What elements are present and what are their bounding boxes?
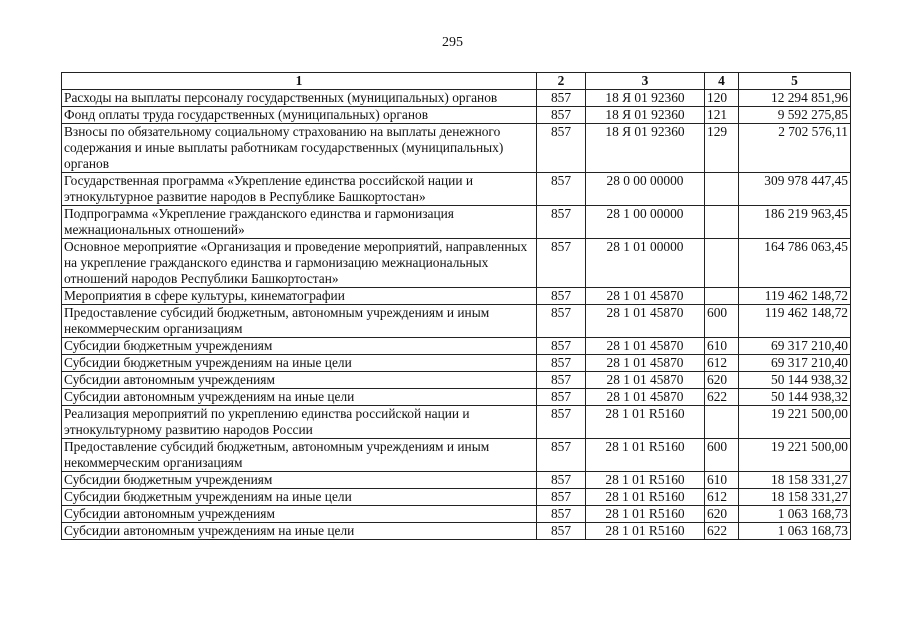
row-name-cell: Основное мероприятие «Организация и проведение мероприятий, направленных на укрепление гражданского единства и гармонизацию межнациональных отношений народов Республики Башкортостан» [62, 239, 537, 288]
row-vr-cell: 612 [705, 355, 739, 372]
row-ved-cell: 857 [537, 288, 586, 305]
row-sum-cell: 9 592 275,85 [739, 107, 851, 124]
row-sum-cell: 309 978 447,45 [739, 173, 851, 206]
row-ved-cell: 857 [537, 489, 586, 506]
row-sum-cell: 18 158 331,27 [739, 489, 851, 506]
row-name-cell: Подпрограмма «Укрепление гражданского единства и гармонизация межнациональных отношений» [62, 206, 537, 239]
row-sum-cell: 119 462 148,72 [739, 288, 851, 305]
row-name-cell: Реализация мероприятий по укреплению единства российской нации и этнокультурному развитию народов России [62, 406, 537, 439]
row-name-cell: Взносы по обязательному социальному страхованию на выплаты денежного содержания и иные выплаты работникам государственных (муниципальных) органов [62, 124, 537, 173]
row-csr-cell: 28 1 00 00000 [586, 206, 705, 239]
row-ved-cell: 857 [537, 90, 586, 107]
table-row [62, 355, 851, 372]
row-vr-cell [705, 173, 739, 206]
table-row [62, 338, 851, 355]
row-sum-cell: 1 063 168,73 [739, 506, 851, 523]
row-vr-cell [705, 206, 739, 239]
row-vr-cell: 600 [705, 305, 739, 338]
row-ved-cell: 857 [537, 206, 586, 239]
row-name-cell: Субсидии автономным учреждениям [62, 372, 537, 389]
row-vr-cell [705, 239, 739, 288]
row-vr-cell: 622 [705, 389, 739, 406]
row-sum-cell: 69 317 210,40 [739, 355, 851, 372]
row-name-cell: Мероприятия в сфере культуры, кинематографии [62, 288, 537, 305]
row-vr-cell: 600 [705, 439, 739, 472]
row-ved-cell: 857 [537, 523, 586, 540]
table-row [62, 107, 851, 124]
table-row [62, 239, 851, 288]
row-ved-cell: 857 [537, 389, 586, 406]
row-sum-cell: 19 221 500,00 [739, 439, 851, 472]
column-header-5: 5 [739, 73, 851, 90]
row-csr-cell: 28 1 01 R5160 [586, 472, 705, 489]
row-ved-cell: 857 [537, 239, 586, 288]
row-ved-cell: 857 [537, 472, 586, 489]
row-name-cell: Государственная программа «Укрепление единства российской нации и этнокультурное развитие народов в Республике Башкортостан» [62, 173, 537, 206]
column-header-1: 1 [62, 73, 537, 90]
row-ved-cell: 857 [537, 305, 586, 338]
row-csr-cell: 28 1 01 45870 [586, 372, 705, 389]
row-csr-cell: 28 1 01 R5160 [586, 523, 705, 540]
row-vr-cell [705, 406, 739, 439]
row-sum-cell: 50 144 938,32 [739, 372, 851, 389]
row-sum-cell: 2 702 576,11 [739, 124, 851, 173]
header-row [62, 73, 851, 90]
page-number: 295 [442, 35, 463, 50]
table-row [62, 173, 851, 206]
row-name-cell: Субсидии автономным учреждениям на иные цели [62, 389, 537, 406]
column-header-2: 2 [537, 73, 586, 90]
row-csr-cell: 28 1 01 R5160 [586, 439, 705, 472]
table-body [62, 90, 851, 540]
row-ved-cell: 857 [537, 338, 586, 355]
row-vr-cell: 121 [705, 107, 739, 124]
row-csr-cell: 28 1 01 00000 [586, 239, 705, 288]
row-name-cell: Субсидии бюджетным учреждениям [62, 338, 537, 355]
table-row [62, 523, 851, 540]
row-csr-cell: 28 1 01 45870 [586, 288, 705, 305]
row-vr-cell: 610 [705, 472, 739, 489]
row-ved-cell: 857 [537, 506, 586, 523]
table-row [62, 206, 851, 239]
row-name-cell: Субсидии бюджетным учреждениям [62, 472, 537, 489]
row-ved-cell: 857 [537, 439, 586, 472]
row-sum-cell: 186 219 963,45 [739, 206, 851, 239]
row-sum-cell: 119 462 148,72 [739, 305, 851, 338]
row-name-cell: Субсидии бюджетным учреждениям на иные цели [62, 489, 537, 506]
table-row [62, 389, 851, 406]
row-sum-cell: 50 144 938,32 [739, 389, 851, 406]
row-sum-cell: 69 317 210,40 [739, 338, 851, 355]
row-vr-cell: 620 [705, 372, 739, 389]
row-vr-cell: 120 [705, 90, 739, 107]
column-header-3: 3 [586, 73, 705, 90]
table-row [62, 406, 851, 439]
row-name-cell: Расходы на выплаты персоналу государственных (муниципальных) органов [62, 90, 537, 107]
row-name-cell: Фонд оплаты труда государственных (муниципальных) органов [62, 107, 537, 124]
row-vr-cell: 129 [705, 124, 739, 173]
row-ved-cell: 857 [537, 173, 586, 206]
table-row [62, 472, 851, 489]
row-csr-cell: 18 Я 01 92360 [586, 107, 705, 124]
row-ved-cell: 857 [537, 406, 586, 439]
row-csr-cell: 18 Я 01 92360 [586, 124, 705, 173]
row-csr-cell: 28 1 01 45870 [586, 355, 705, 372]
row-sum-cell: 1 063 168,73 [739, 523, 851, 540]
table-header [62, 73, 851, 90]
row-csr-cell: 18 Я 01 92360 [586, 90, 705, 107]
row-ved-cell: 857 [537, 372, 586, 389]
column-header-4: 4 [705, 73, 739, 90]
table-row [62, 489, 851, 506]
row-ved-cell: 857 [537, 355, 586, 372]
budget-table [61, 72, 851, 540]
table-row [62, 124, 851, 173]
row-vr-cell: 622 [705, 523, 739, 540]
table-row [62, 439, 851, 472]
row-csr-cell: 28 1 01 R5160 [586, 406, 705, 439]
row-ved-cell: 857 [537, 124, 586, 173]
table-row [62, 372, 851, 389]
row-ved-cell: 857 [537, 107, 586, 124]
table-row [62, 305, 851, 338]
row-csr-cell: 28 1 01 45870 [586, 389, 705, 406]
row-sum-cell: 12 294 851,96 [739, 90, 851, 107]
row-name-cell: Предоставление субсидий бюджетным, автономным учреждениям и иным некоммерческим организациям [62, 305, 537, 338]
row-csr-cell: 28 1 01 R5160 [586, 489, 705, 506]
row-vr-cell: 610 [705, 338, 739, 355]
row-vr-cell: 612 [705, 489, 739, 506]
row-name-cell: Субсидии бюджетным учреждениям на иные цели [62, 355, 537, 372]
row-name-cell: Субсидии автономным учреждениям [62, 506, 537, 523]
row-csr-cell: 28 1 01 45870 [586, 338, 705, 355]
row-vr-cell [705, 288, 739, 305]
table-row [62, 506, 851, 523]
row-sum-cell: 19 221 500,00 [739, 406, 851, 439]
table-row [62, 90, 851, 107]
row-name-cell: Субсидии автономным учреждениям на иные цели [62, 523, 537, 540]
row-sum-cell: 164 786 063,45 [739, 239, 851, 288]
row-csr-cell: 28 1 01 R5160 [586, 506, 705, 523]
row-vr-cell: 620 [705, 506, 739, 523]
row-name-cell: Предоставление субсидий бюджетным, автономным учреждениям и иным некоммерческим организациям [62, 439, 537, 472]
row-sum-cell: 18 158 331,27 [739, 472, 851, 489]
row-csr-cell: 28 0 00 00000 [586, 173, 705, 206]
table-row [62, 288, 851, 305]
row-csr-cell: 28 1 01 45870 [586, 305, 705, 338]
